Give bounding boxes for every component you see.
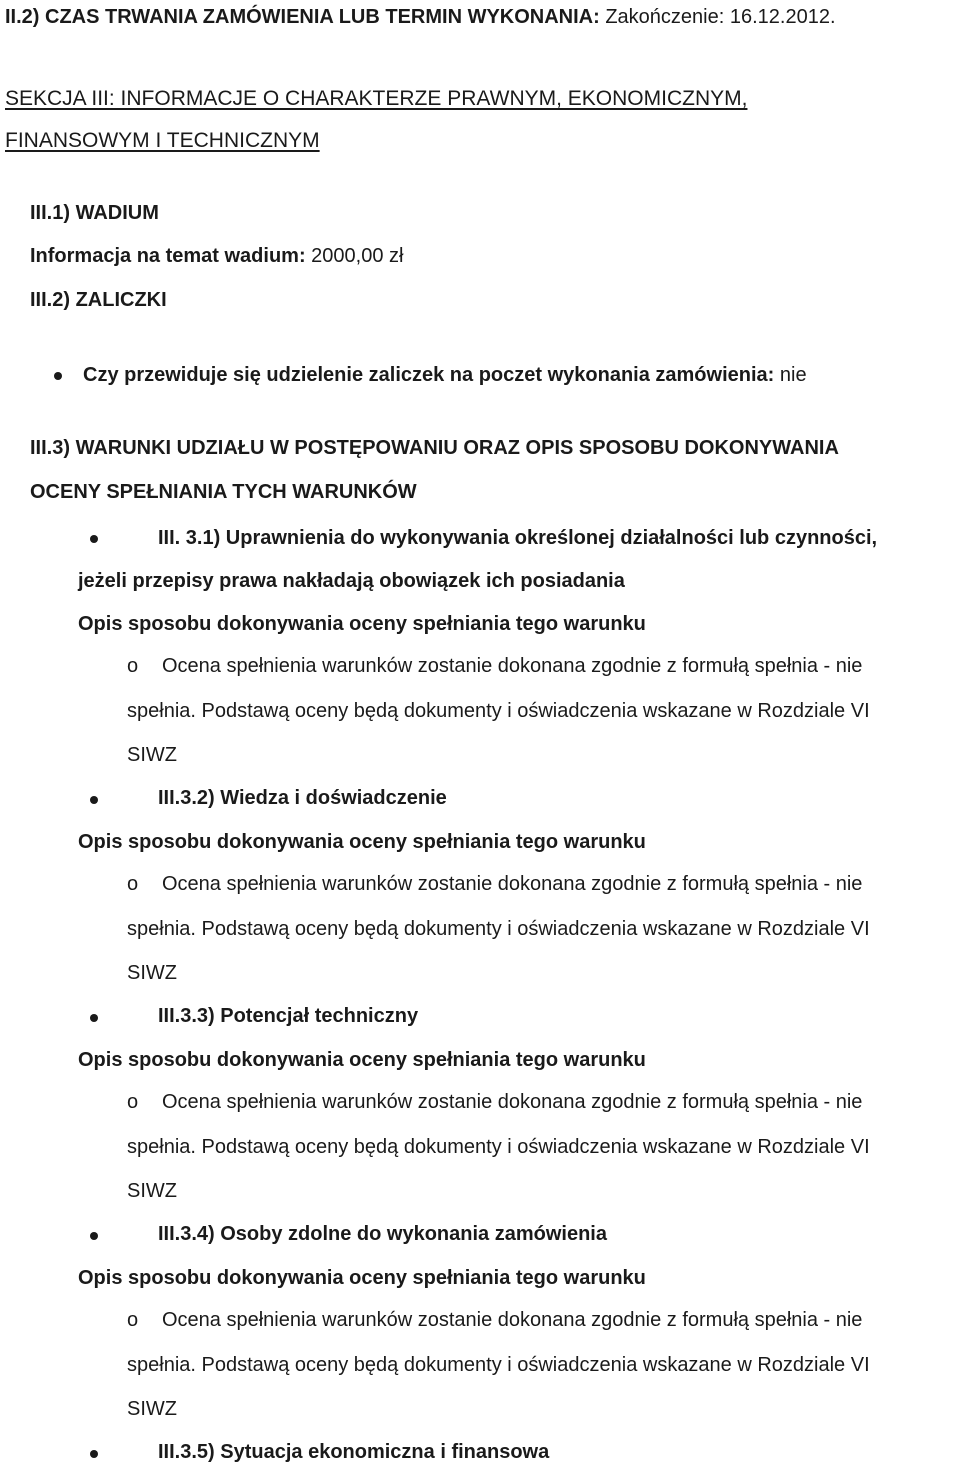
duration-line bbox=[5, 5, 836, 29]
opis-label: Opis sposobu dokonywania oceny spełniania tego warunku bbox=[78, 1267, 646, 1289]
wadium-info-value: 2000,00 zł bbox=[305, 245, 404, 267]
bullet-icon bbox=[90, 1232, 98, 1240]
zaliczki-line bbox=[83, 363, 807, 387]
bullet-icon bbox=[54, 372, 62, 380]
ocena-line2: spełnia. Podstawą oceny będą dokumenty i oświadczenia wskazane w Rozdziale VI bbox=[127, 918, 870, 940]
o-marker: o bbox=[127, 1091, 139, 1113]
duration-label: II.2) CZAS TRWANIA ZAMÓWIENIA LUB TERMIN WYKONANIA: bbox=[5, 6, 600, 28]
ocena-line2: spełnia. Podstawą oceny będą dokumenty i oświadczenia wskazane w Rozdziale VI bbox=[127, 700, 870, 722]
opis-label: Opis sposobu dokonywania oceny spełniania tego warunku bbox=[78, 613, 646, 635]
o-marker: o bbox=[127, 655, 139, 677]
ocena-line1: Ocena spełnienia warunków zostanie dokonana zgodnie z formułą spełnia - nie bbox=[162, 1309, 863, 1331]
wadium-heading: III.1) WADIUM bbox=[30, 202, 159, 224]
ocena-line2: spełnia. Podstawą oceny będą dokumenty i oświadczenia wskazane w Rozdziale VI bbox=[127, 1354, 870, 1376]
warunki-heading-line2: OCENY SPEŁNIANIA TYCH WARUNKÓW bbox=[30, 481, 417, 503]
item-title: III.3.5) Sytuacja ekonomiczna i finansowa bbox=[158, 1441, 550, 1463]
zaliczki-heading: III.2) ZALICZKI bbox=[30, 289, 167, 311]
o-marker: o bbox=[127, 873, 139, 895]
wadium-info-label: Informacja na temat wadium: bbox=[30, 245, 306, 267]
ocena-line3: SIWZ bbox=[127, 744, 177, 766]
item-title: III.3.3) Potencjał techniczny bbox=[158, 1005, 419, 1027]
item-title-line2: jeżeli przepisy prawa nakładają obowiązek ich posiadania bbox=[78, 570, 625, 592]
ocena-line3: SIWZ bbox=[127, 1180, 177, 1202]
item-title: III.3.4) Osoby zdolne do wykonania zamówienia bbox=[158, 1223, 607, 1245]
section-title-line1: SEKCJA III: INFORMACJE O CHARAKTERZE PRAWNYM, EKONOMICZNYM, bbox=[5, 87, 748, 110]
o-marker: o bbox=[127, 1309, 139, 1331]
bullet-icon bbox=[90, 1450, 98, 1458]
duration-value: Zakończenie: 16.12.2012. bbox=[599, 6, 836, 28]
ocena-line2: spełnia. Podstawą oceny będą dokumenty i oświadczenia wskazane w Rozdziale VI bbox=[127, 1136, 870, 1158]
ocena-line3: SIWZ bbox=[127, 962, 177, 984]
bullet-icon bbox=[90, 796, 98, 804]
bullet-icon bbox=[90, 535, 98, 543]
bullet-icon bbox=[90, 1014, 98, 1022]
ocena-line3: SIWZ bbox=[127, 1398, 177, 1420]
item-title: III. 3.1) Uprawnienia do wykonywania określonej działalności lub czynności, bbox=[158, 527, 878, 549]
wadium-info bbox=[30, 244, 403, 268]
section-title-line2: FINANSOWYM I TECHNICZNYM bbox=[5, 129, 320, 152]
opis-label: Opis sposobu dokonywania oceny spełniania tego warunku bbox=[78, 1049, 646, 1071]
ocena-line1: Ocena spełnienia warunków zostanie dokonana zgodnie z formułą spełnia - nie bbox=[162, 1091, 863, 1113]
zaliczki-question: Czy przewiduje się udzielenie zaliczek na poczet wykonania zamówienia: bbox=[83, 364, 775, 386]
ocena-line1: Ocena spełnienia warunków zostanie dokonana zgodnie z formułą spełnia - nie bbox=[162, 873, 863, 895]
ocena-line1: Ocena spełnienia warunków zostanie dokonana zgodnie z formułą spełnia - nie bbox=[162, 655, 863, 677]
warunki-heading-line1: III.3) WARUNKI UDZIAŁU W POSTĘPOWANIU ORAZ OPIS SPOSOBU DOKONYWANIA bbox=[30, 437, 839, 459]
opis-label: Opis sposobu dokonywania oceny spełniania tego warunku bbox=[78, 831, 646, 853]
item-title: III.3.2) Wiedza i doświadczenie bbox=[158, 787, 447, 809]
zaliczki-answer: nie bbox=[774, 364, 807, 386]
